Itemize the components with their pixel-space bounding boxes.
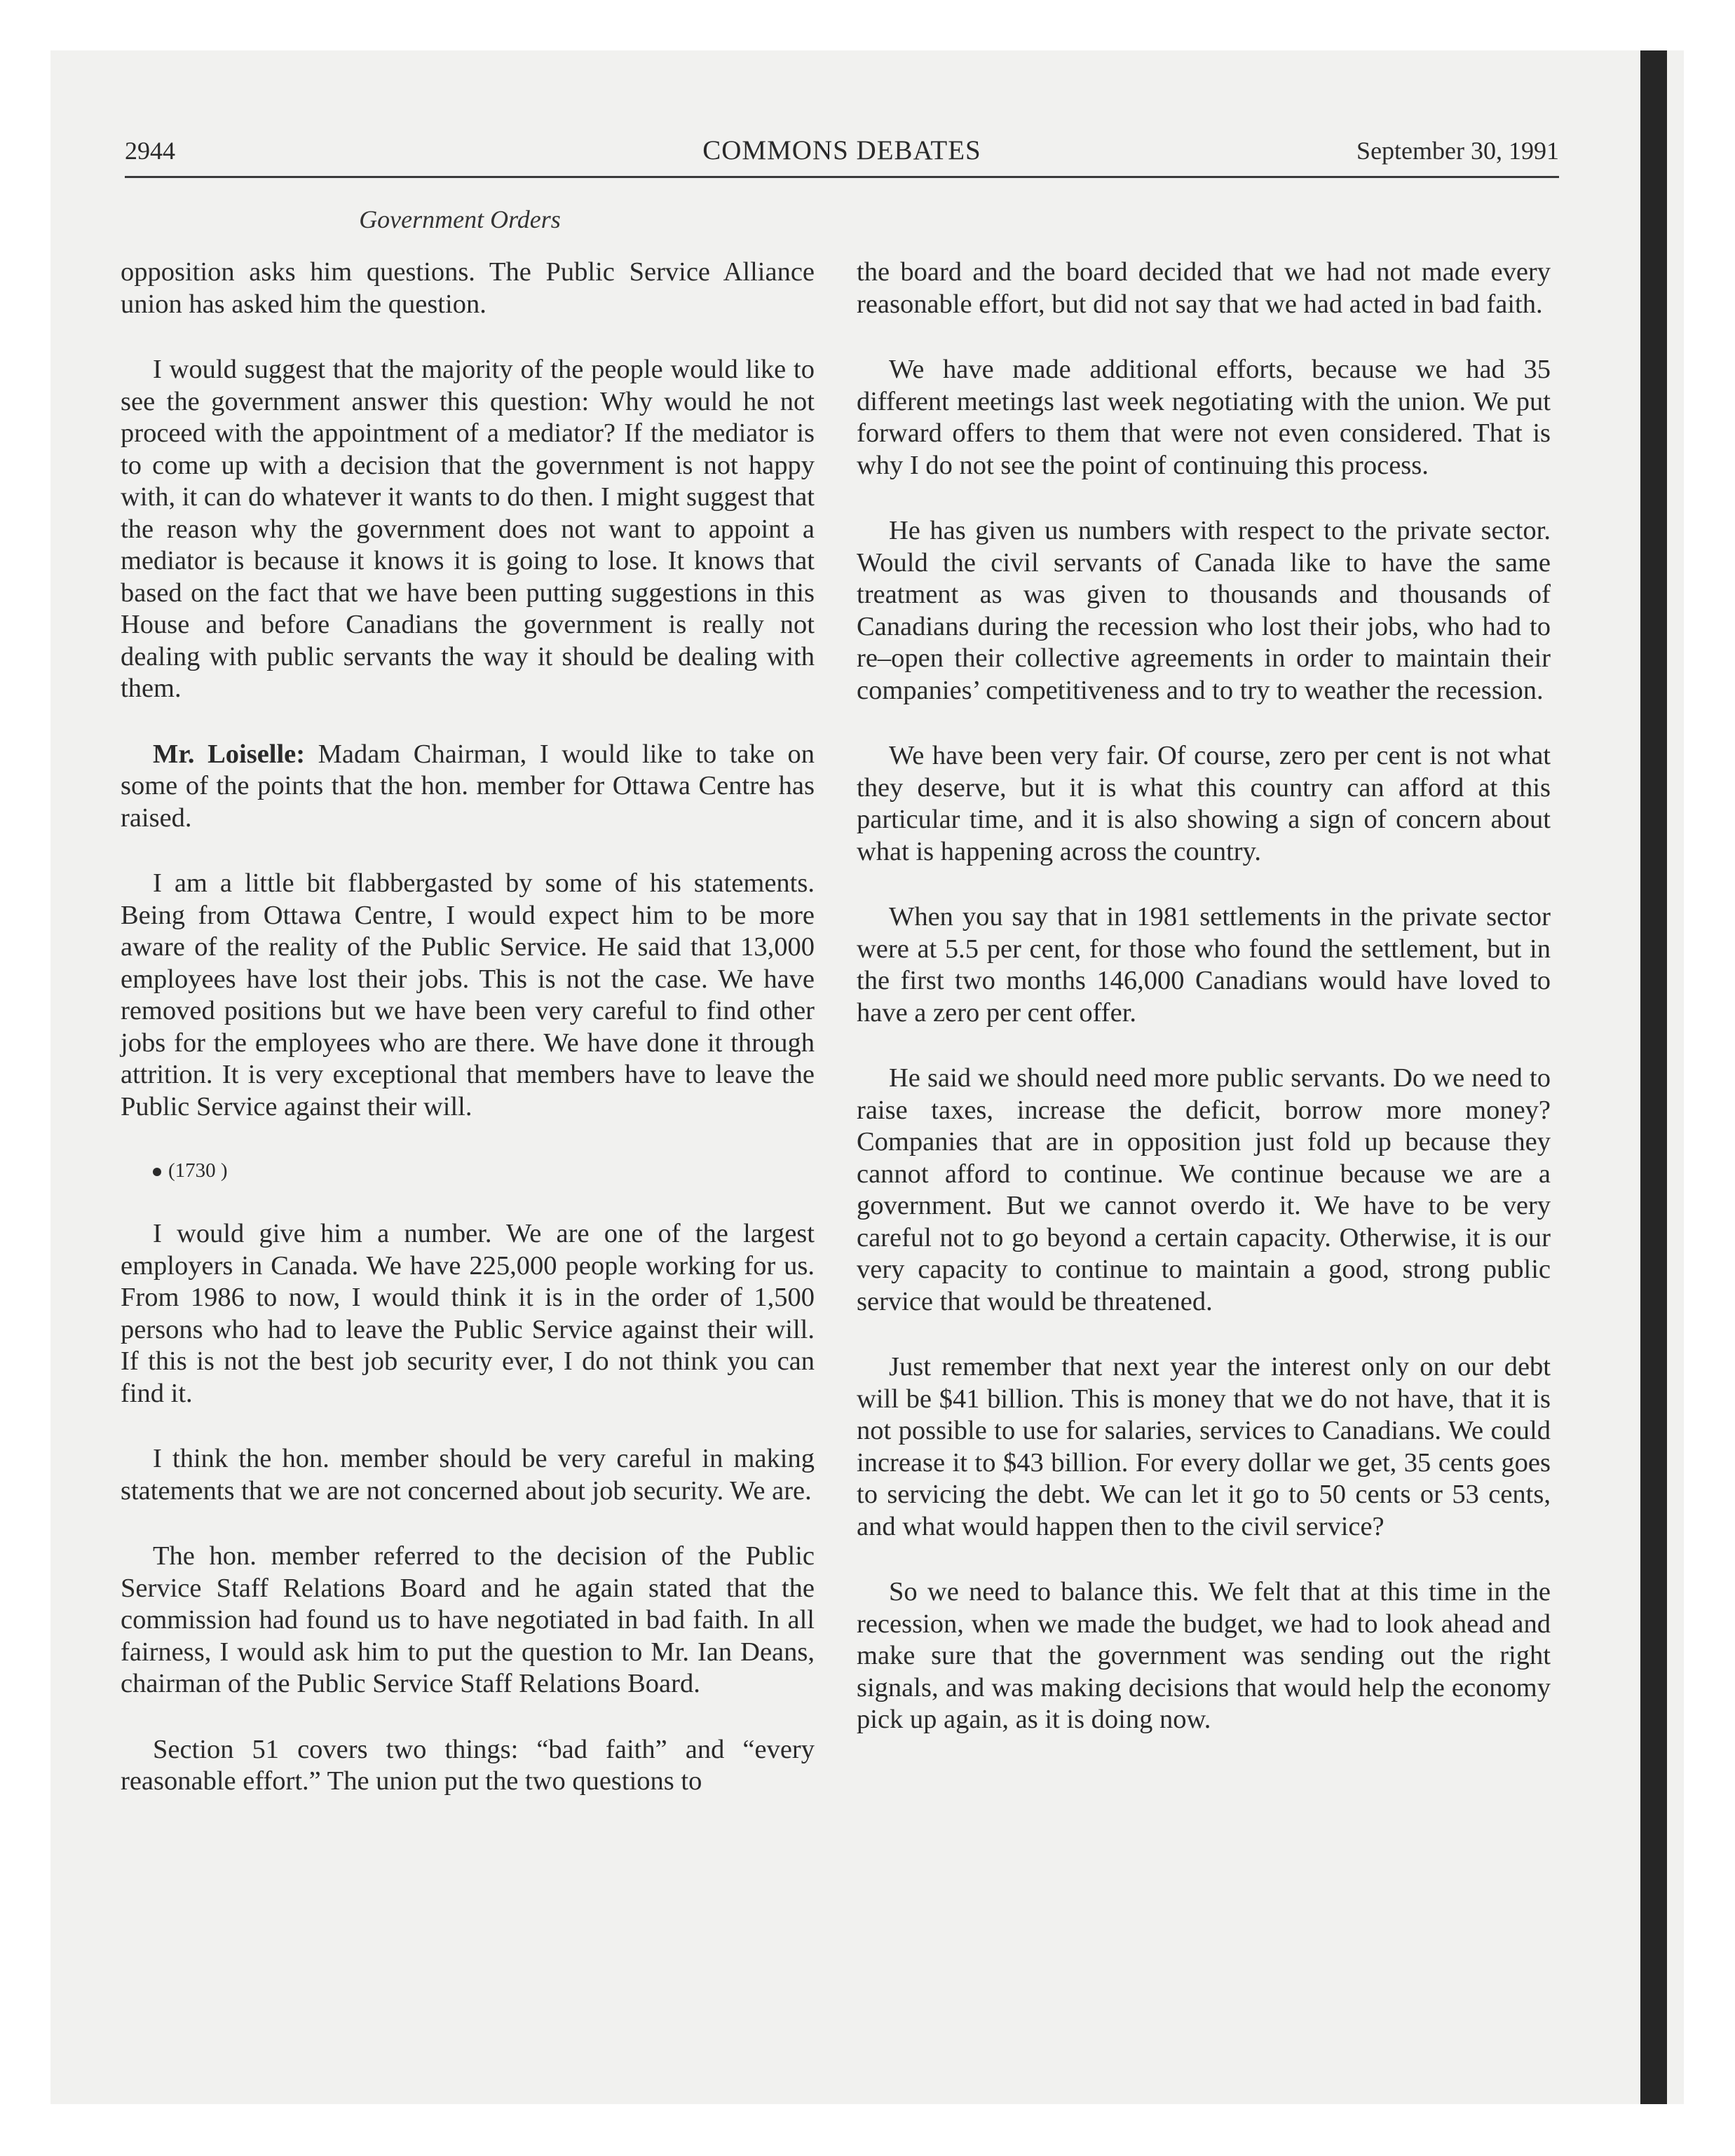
paragraph: We have been very fair. Of course, zero per cent is not what they deserve, but it is what this country can afford at this particular time, and it is also showing a sign of concern about what is happening across the country.: [857, 741, 1551, 866]
speaker-name: Mr. Loiselle:: [153, 739, 306, 769]
paragraph: The hon. member referred to the decision of the Public Service Staff Relations Board and he again stated that the commission had found us to have negotiated in bad faith. In all fairness, I would ask him to put the question to Mr. Ian Deans, chairman of the Public Service Staff Relations Board.: [121, 1541, 815, 1698]
time-marker: [121, 1157, 815, 1185]
scan-edge-shadow: [1640, 50, 1667, 2104]
right-column: [857, 257, 1551, 1770]
paragraph: I am a little bit flabbergasted by some of his statements. Being from Ottawa Centre, I would expect him to be more aware of the reality of the Public Service. He said that 13,000 employees have lost their jobs. This is not the case. We have removed positions but we have been very careful to find other jobs for the employees who are there. We have done it through attrition. It is very exceptional that members have to leave the Public Service against their will.: [121, 868, 815, 1121]
paragraph: He said we should need more public servants. Do we need to raise taxes, increase the deficit, borrow more money? Companies that are in opposition just fold up because they cannot afford to continue. We continue because we are a government. But we cannot overdo it. We have to be very careful not to go beyond a certain capacity. Otherwise, it is our very capacity to continue to maintain a good, strong public service that would be threatened.: [857, 1063, 1551, 1316]
paragraph: I think the hon. member should be very careful in making statements that we are not concerned about job security. We are.: [121, 1444, 815, 1506]
paragraph: Section 51 covers two things: “bad faith” and “every reasonable effort.” The union put the two questions to: [121, 1734, 815, 1796]
paragraph: I would suggest that the majority of the people would like to see the government answer this question: Why would he not proceed with the appointment of a mediator? If the mediator is to come up with a decision that the government is not happy with, it can do whatever it wants to do then. I might suggest that the reason why the government does not want to appoint a mediator is because it knows it is going to lose. It knows that based on the fact that we have been putting suggestions in this House and before Canadians the government is really not dealing with public servants the way it should be dealing with them.: [121, 355, 815, 703]
page-number: 2944: [125, 137, 175, 165]
paragraph: When you say that in 1981 settlements in the private sector were at 5.5 per cent, for those who found the settlement, but in the first two months 146,000 Canadians would have loved to have a zero per cent offer.: [857, 902, 1551, 1028]
section-label: Government Orders: [359, 205, 561, 233]
page-header: [125, 132, 1559, 175]
time-marker-text: (1730 ): [168, 1159, 228, 1182]
paragraph: He has given us numbers with respect to the private sector. Would the civil servants of Canada like to have the same treatment as was given to thousands and thousands of Canadians during the recession who lost their jobs, who had to re–open their collective agreements in order to maintain their companies’ competitiveness and to try to weather the recession.: [857, 516, 1551, 705]
left-column: [121, 257, 815, 1831]
bullet-icon: [153, 1168, 161, 1176]
paragraph: Just remember that next year the interest only on our debt will be $41 billion. This is money that we do not have, that it is not possible to use for salaries, services to Canadians. We could increase it to $43 billion. For every dollar we get, 35 cents goes to servicing the debt. We can let it go to 50 cents or 53 cents, and what would happen then to the civil service?: [857, 1352, 1551, 1541]
paragraph: I would give him a number. We are one of the largest employers in Canada. We have 225,000 people working for us. From 1986 to now, I would think it is in the order of 1,500 persons who had to leave the Public Service against their will. If this is not the best job security ever, I do not think you can find it.: [121, 1219, 815, 1408]
paragraph: So we need to balance this. We felt that at this time in the recession, when we made the budget, we had to look ahead and make sure that the government was sending out the right signals, and was making decisions that would help the economy pick up again, as it is doing now.: [857, 1577, 1551, 1734]
speaker-text: Madam Chairman, I would like to take on some of the points that the hon. member for Ottawa Centre has raised.: [121, 739, 815, 833]
publication-title: COMMONS DEBATES: [702, 135, 981, 165]
speaker-paragraph: [121, 739, 815, 835]
paragraph: the board and the board decided that we had not made every reasonable effort, but did not say that we had acted in bad faith.: [857, 257, 1551, 319]
publication-date: September 30, 1991: [1356, 137, 1559, 165]
paragraph: We have made additional efforts, because we had 35 different meetings last week negotiating with the union. We put forward offers to them that were not even considered. That is why I do not see the point of continuing this process.: [857, 355, 1551, 480]
paragraph: opposition asks him questions. The Public Service Alliance union has asked him the question.: [121, 257, 815, 319]
header-rule: [125, 176, 1559, 178]
